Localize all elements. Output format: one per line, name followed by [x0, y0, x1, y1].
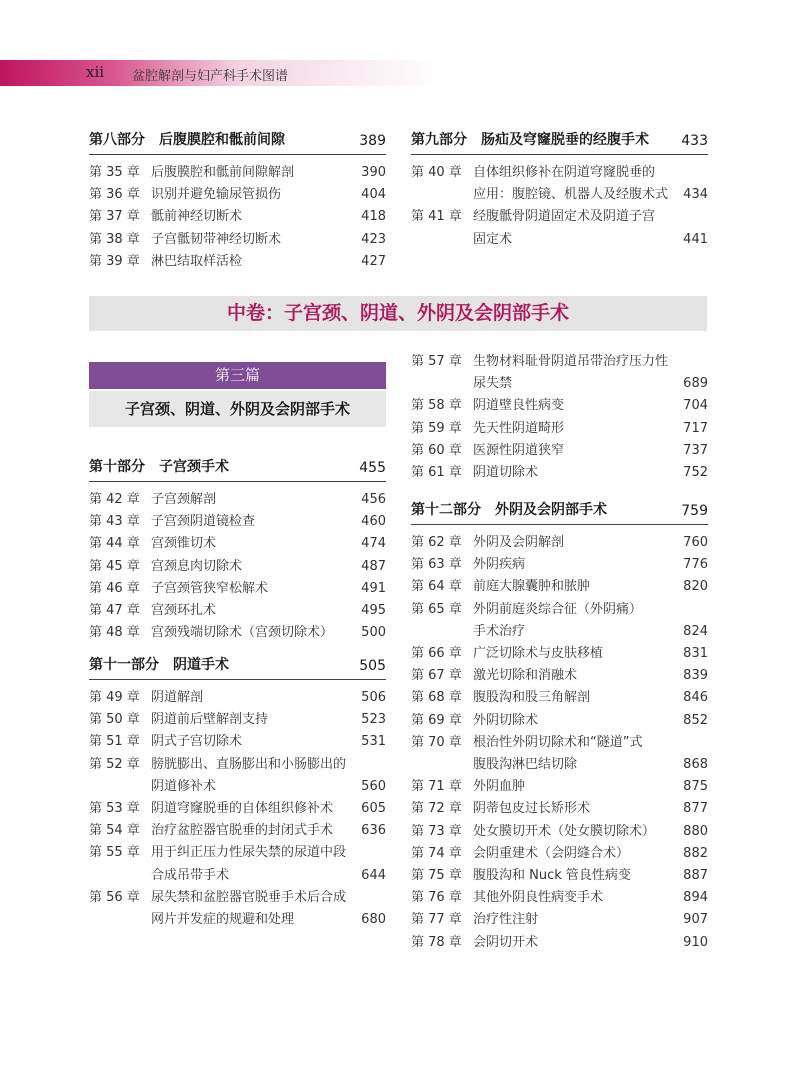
chapter-title: 自体组织修补在阴道穹窿脱垂的	[473, 165, 656, 180]
chapter-title: 宫颈息肉切除术	[151, 558, 243, 574]
chapter-page: 487	[361, 558, 386, 574]
chapter-page	[702, 732, 708, 754]
chapter-page: 495	[361, 603, 386, 619]
chapter-page: 910	[683, 934, 708, 950]
chapter-page: 880	[683, 823, 708, 839]
chapter-page	[702, 599, 708, 621]
chapter-title: 网片并发症的规避和处理	[151, 912, 295, 928]
toc-part-12	[411, 499, 708, 954]
chapter-title: 尿失禁和盆腔器官脱垂手术后合成	[151, 889, 347, 905]
toc-entry[interactable]	[411, 554, 708, 576]
chapter-title: 医源性阴道狭窄	[473, 442, 565, 458]
chapter-title: 骶前神经切断术	[151, 209, 243, 225]
chapter-number: 第 52 章	[89, 756, 140, 772]
chapter-number: 第 68 章	[411, 690, 462, 706]
toc-entry[interactable]	[411, 229, 708, 251]
chapter-number: 第 39 章	[89, 253, 140, 269]
chapter-page: 506	[361, 690, 386, 705]
chapter-page	[702, 162, 708, 184]
chapter-page: 868	[683, 757, 708, 773]
toc-entry[interactable]	[411, 798, 708, 820]
chapter-page: 894	[683, 890, 708, 906]
chapter-title: 子宫骶韧带神经切断术	[151, 231, 282, 247]
chapter-title: 尿失禁	[473, 376, 513, 392]
chapter-number: 第 46 章	[89, 580, 140, 596]
chapter-title: 外阴及会阴解剖	[473, 535, 565, 550]
chapter-page: 760	[683, 535, 708, 550]
chapter-title: 宫颈环扎术	[151, 603, 217, 619]
toc-entry[interactable]	[411, 351, 708, 373]
header-color-bar	[0, 60, 800, 86]
chapter-title: 阴道修补术	[151, 778, 217, 794]
toc-part-8	[89, 129, 386, 273]
toc-entry[interactable]	[89, 489, 386, 511]
chapter-title: 激光切除和消融术	[473, 668, 578, 684]
chapter-title: 阴蒂包皮过长矫形术	[473, 801, 591, 817]
toc-part-10	[89, 456, 386, 644]
toc-entry[interactable]	[89, 820, 386, 842]
toc-entry[interactable]	[89, 909, 386, 931]
chapter-number: 第 47 章	[89, 603, 140, 619]
toc-entry[interactable]	[89, 162, 386, 184]
chapter-page: 846	[683, 690, 708, 706]
toc-entry[interactable]	[411, 599, 708, 621]
chapter-number: 第 43 章	[89, 514, 140, 530]
chapter-number: 第 37 章	[89, 209, 140, 225]
chapter-number: 第 45 章	[89, 558, 140, 574]
chapter-title: 经腹骶骨阴道固定术及阴道子宫	[473, 209, 656, 225]
chapter-title: 外阴前庭炎综合征（外阴痛）	[473, 601, 643, 617]
chapter-title: 宫颈残端切除术（宫颈切除术）	[151, 625, 334, 641]
toc-entry[interactable]	[411, 462, 708, 484]
toc-entry[interactable]	[411, 184, 708, 206]
chapter-page: 882	[683, 845, 708, 861]
chapter-number: 第 57 章	[411, 354, 462, 369]
chapter-page: 523	[361, 712, 386, 728]
toc-entry[interactable]	[89, 556, 386, 578]
toc-entry[interactable]	[89, 600, 386, 622]
toc-entry[interactable]	[411, 821, 708, 843]
chapter-page: 390	[361, 165, 386, 180]
chapter-title: 阴道穹窿脱垂的自体组织修补术	[151, 801, 334, 817]
chapter-title: 阴道解剖	[151, 690, 204, 705]
chapter-number: 第 77 章	[411, 912, 462, 928]
chapter-number: 第 75 章	[411, 868, 462, 884]
chapter-page: 737	[683, 442, 708, 458]
chapter-title: 生物材料耻骨阴道吊带治疗压力性	[473, 354, 669, 369]
chapter-number: 第 35 章	[89, 165, 140, 180]
toc-entry[interactable]	[89, 731, 386, 753]
chapter-number: 第 49 章	[89, 690, 140, 705]
chapter-page: 752	[683, 465, 708, 481]
toc-entry[interactable]	[89, 798, 386, 820]
chapter-page: 907	[683, 912, 708, 928]
chapter-page: 456	[361, 492, 386, 507]
chapter-number: 第 74 章	[411, 845, 462, 861]
toc-entry[interactable]	[89, 887, 386, 909]
toc-entry[interactable]	[89, 776, 386, 798]
chapter-number: 第 65 章	[411, 601, 462, 617]
chapter-title: 子宫颈解剖	[151, 492, 217, 507]
chapter-page: 875	[683, 779, 708, 795]
chapter-number: 第 67 章	[411, 668, 462, 684]
chapter-page: 500	[361, 625, 386, 641]
chapter-number: 第 71 章	[411, 779, 462, 795]
chapter-title: 宫颈锥切术	[151, 536, 217, 552]
toc-entry[interactable]	[411, 576, 708, 598]
chapter-title: 固定术	[473, 231, 513, 247]
chapter-page	[380, 754, 386, 776]
toc-part-9	[411, 129, 708, 251]
chapter-page	[380, 887, 386, 909]
toc-entry[interactable]	[89, 865, 386, 887]
chapter-number: 第 58 章	[411, 398, 462, 414]
part-heading[interactable]: 第九部分 肠疝及穹窿脱垂的经腹手术 433	[411, 129, 708, 155]
toc-entry[interactable]	[411, 665, 708, 687]
toc-entry[interactable]	[411, 162, 708, 184]
toc-entry[interactable]	[89, 511, 386, 533]
chapter-title: 会阴重建术（会阴缝合术）	[473, 845, 630, 861]
chapter-page: 404	[361, 187, 386, 203]
toc-entry[interactable]	[411, 776, 708, 798]
chapter-number: 第 36 章	[89, 187, 140, 203]
chapter-number: 第 66 章	[411, 646, 462, 662]
volume-title: 中卷：子宫颈、阴道、外阴及会阴部手术	[89, 296, 707, 331]
chapter-title: 外阴疾病	[473, 557, 526, 573]
toc-entry[interactable]	[411, 532, 708, 554]
chapter-page: 831	[683, 646, 708, 662]
chapter-page: 531	[361, 734, 386, 750]
chapter-number: 第 62 章	[411, 535, 462, 550]
toc-part-11-continued	[411, 351, 708, 484]
chapter-number: 第 54 章	[89, 823, 140, 839]
chapter-title: 治疗性注射	[473, 912, 539, 928]
chapter-page: 474	[361, 536, 386, 552]
toc-entry[interactable]	[411, 206, 708, 228]
chapter-title: 腹股沟和股三角解剖	[473, 690, 591, 706]
section-label: 第三篇	[89, 362, 386, 389]
toc-entry[interactable]	[411, 909, 708, 931]
section-title: 子宫颈、阴道、外阴及会阴部手术	[89, 391, 386, 427]
toc-entry[interactable]	[411, 687, 708, 709]
toc-entry[interactable]	[411, 843, 708, 865]
toc-entry[interactable]	[89, 251, 386, 273]
chapter-number: 第 55 章	[89, 845, 140, 861]
chapter-title: 先天性阴道畸形	[473, 420, 565, 436]
chapter-page: 877	[683, 801, 708, 817]
toc-entry[interactable]	[411, 643, 708, 665]
chapter-page: 717	[683, 420, 708, 436]
chapter-page: 887	[683, 868, 708, 884]
chapter-title: 子宫颈管狭窄松解术	[151, 580, 269, 596]
chapter-number: 第 44 章	[89, 536, 140, 552]
chapter-number: 第 64 章	[411, 579, 462, 595]
section-box	[89, 362, 386, 427]
toc-entry[interactable]	[89, 533, 386, 555]
chapter-page: 491	[361, 580, 386, 596]
chapter-title: 阴道前后壁解剖支持	[151, 712, 269, 728]
chapter-title: 处女膜切开术（处女膜切除术）	[473, 823, 656, 839]
toc-entry[interactable]	[411, 754, 708, 776]
toc-entry[interactable]	[411, 621, 708, 643]
chapter-page	[702, 351, 708, 373]
chapter-page: 824	[683, 623, 708, 639]
chapter-title: 其他外阴良性病变手术	[473, 890, 604, 906]
toc-entry[interactable]	[89, 184, 386, 206]
chapter-page: 852	[683, 712, 708, 728]
toc-entry[interactable]	[411, 887, 708, 909]
chapter-page: 820	[683, 579, 708, 595]
chapter-number: 第 60 章	[411, 442, 462, 458]
chapter-number: 第 76 章	[411, 890, 462, 906]
chapter-number: 第 42 章	[89, 492, 140, 507]
chapter-number: 第 40 章	[411, 165, 462, 180]
toc-entry[interactable]	[89, 578, 386, 600]
toc-entry[interactable]	[411, 440, 708, 462]
toc-entry[interactable]	[411, 865, 708, 887]
page-number: xii	[86, 63, 105, 81]
chapter-title: 手术治疗	[473, 623, 526, 639]
chapter-number: 第 51 章	[89, 734, 140, 750]
toc-part-11	[89, 654, 386, 931]
part-heading[interactable]: 第十一部分 阴道手术 505	[89, 654, 386, 680]
toc-entry[interactable]	[411, 710, 708, 732]
chapter-page: 418	[361, 209, 386, 225]
toc-entry[interactable]	[411, 932, 708, 954]
chapter-title: 腹股沟和 Nuck 管良性病变	[473, 868, 631, 884]
chapter-page: 423	[361, 231, 386, 247]
chapter-number: 第 56 章	[89, 889, 140, 905]
chapter-title: 会阴切开术	[473, 934, 539, 950]
chapter-title: 合成吊带手术	[151, 867, 230, 883]
chapter-title: 腹股沟淋巴结切除	[473, 757, 578, 773]
chapter-page: 680	[361, 912, 386, 928]
chapter-number: 第 63 章	[411, 557, 462, 573]
toc-entry[interactable]	[89, 206, 386, 228]
chapter-page: 427	[361, 253, 386, 269]
chapter-title: 根治性外阴切除术和“隧道”式	[473, 734, 643, 750]
toc-entry[interactable]	[411, 418, 708, 440]
chapter-title: 前庭大腺囊肿和脓肿	[473, 579, 591, 595]
chapter-number: 第 69 章	[411, 712, 462, 728]
chapter-page: 441	[683, 231, 708, 247]
chapter-title: 外阴切除术	[473, 712, 539, 728]
chapter-page: 434	[683, 187, 708, 203]
chapter-number: 第 78 章	[411, 934, 462, 950]
chapter-page	[380, 842, 386, 864]
chapter-title: 应用：腹腔镜、机器人及经腹术式	[473, 187, 669, 203]
chapter-number: 第 59 章	[411, 420, 462, 436]
book-title: 盆腔解剖与妇产科手术图谱	[132, 69, 289, 84]
chapter-page: 839	[683, 668, 708, 684]
chapter-title: 外阴血肿	[473, 779, 526, 795]
toc-entry[interactable]	[89, 229, 386, 251]
chapter-number: 第 50 章	[89, 712, 140, 728]
chapter-title: 治疗盆腔器官脱垂的封闭式手术	[151, 823, 334, 839]
toc-entry[interactable]	[411, 732, 708, 754]
chapter-page: 605	[361, 801, 386, 817]
toc-entry[interactable]	[411, 373, 708, 395]
chapter-number: 第 73 章	[411, 823, 462, 839]
chapter-title: 阴道切除术	[473, 465, 539, 481]
chapter-number: 第 72 章	[411, 801, 462, 817]
chapter-number: 第 61 章	[411, 465, 462, 481]
part-heading[interactable]: 第八部分 后腹膜腔和骶前间隙 389	[89, 129, 386, 155]
chapter-title: 淋巴结取样活检	[151, 253, 243, 269]
toc-entry[interactable]	[89, 622, 386, 644]
chapter-title: 子宫颈阴道镜检查	[151, 514, 256, 530]
chapter-title: 广泛切除术与皮肤移植	[473, 646, 604, 662]
chapter-title: 识别并避免输尿管损伤	[151, 187, 282, 203]
toc-entry[interactable]	[89, 842, 386, 864]
chapter-number: 第 48 章	[89, 625, 140, 641]
chapter-page: 704	[683, 398, 708, 414]
chapter-title: 膀胱膨出、直肠膨出和小肠膨出的	[151, 756, 347, 772]
chapter-page: 644	[361, 867, 386, 883]
chapter-number: 第 70 章	[411, 734, 462, 750]
toc-entry[interactable]	[89, 754, 386, 776]
chapter-title: 阴式子宫切除术	[151, 734, 243, 750]
chapter-page: 560	[361, 778, 386, 794]
chapter-title: 用于纠正压力性尿失禁的尿道中段	[151, 845, 347, 861]
toc-entry[interactable]	[89, 709, 386, 731]
chapter-number: 第 41 章	[411, 209, 462, 225]
toc-entry[interactable]	[411, 395, 708, 417]
chapter-page	[702, 206, 708, 228]
part-heading[interactable]: 第十二部分 外阴及会阴部手术 759	[411, 499, 708, 525]
chapter-page: 636	[361, 823, 386, 839]
part-heading[interactable]: 第十部分 子宫颈手术 455	[89, 456, 386, 482]
chapter-page: 776	[683, 557, 708, 573]
chapter-page: 460	[361, 514, 386, 530]
toc-entry[interactable]	[89, 687, 386, 709]
chapter-page: 689	[683, 376, 708, 392]
chapter-title: 阴道壁良性病变	[473, 398, 565, 414]
chapter-number: 第 53 章	[89, 801, 140, 817]
chapter-number: 第 38 章	[89, 231, 140, 247]
chapter-title: 后腹膜腔和骶前间隙解剖	[151, 165, 295, 180]
